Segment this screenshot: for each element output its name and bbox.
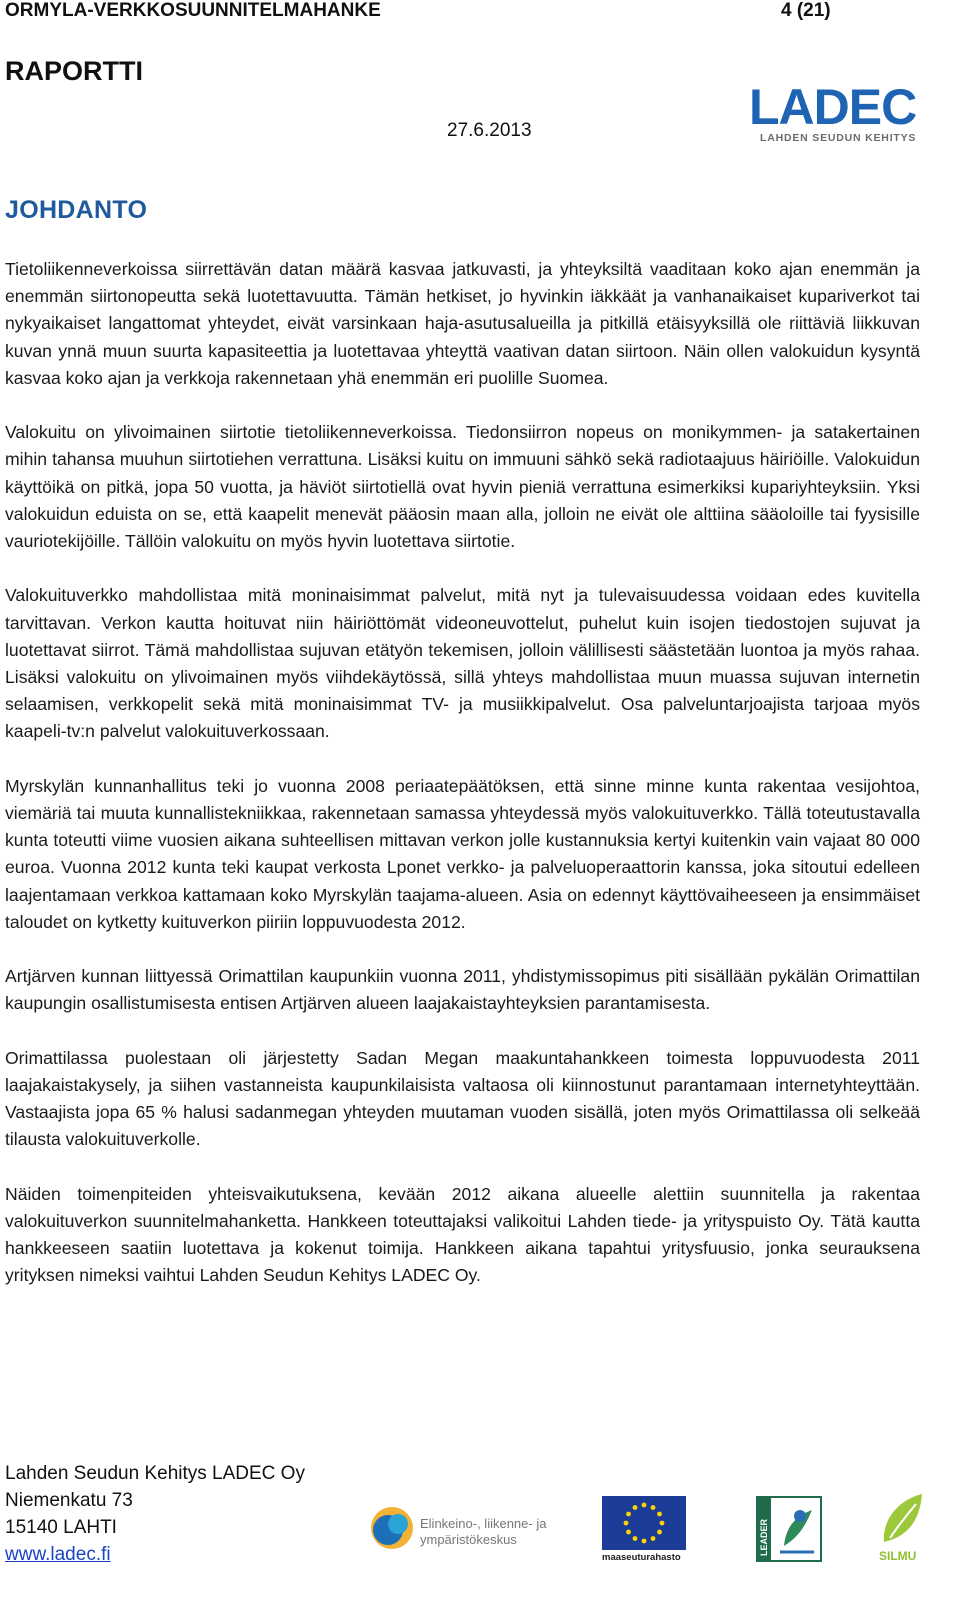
paragraph: Myrskylän kunnanhallitus teki jo vuonna 2008 periaatepäätöksen, että sinne minne kunta rakentaa vesijohtoa, viemäriä tai muuta kunnallistekniikkaa, rakennetaan samassa yhteydessä myös valokuituverkko. Tällä toteutustavalla kunta toteutti viime vuosien aikana suhteellisen mittavan verkon jolle kustannuksia kertyi kuitenkin vain vajaat 80 000 euroa. Vuonna 2012 kunta teki kaupat verkosta Lponet verkko- ja palveluoperaattorin kanssa, joka sitoutui edelleen laajentamaan verkkoa kattamaan koko Myrskylän taajama-alueen. Asia on edennyt käyttövaiheeseen ja ensimmäiset taloudet on kytketty kuituverkon piiriin loppuvuodesta 2012.	[5, 775, 920, 932]
footer-website-link[interactable]: www.ladec.fi	[5, 1544, 111, 1565]
ladec-logo	[748, 80, 930, 144]
eu-flag-logo	[600, 1496, 690, 1562]
silmu-logo-text: SILMU	[879, 1549, 917, 1563]
footer-street: Niemenkatu 73	[5, 1490, 133, 1511]
document-body	[5, 256, 920, 1317]
ely-logo-line2: ympäristökeskus	[420, 1532, 517, 1547]
section-heading: JOHDANTO	[5, 196, 148, 224]
paragraph: Valokuitu on ylivoimainen siirtotie tietoliikenneverkoissa. Tiedonsiirron nopeus on monikymmen- ja satakertainen mihin tahansa muuhun siirtotiehen verrattuna. Lisäksi kuitu on immuuni sähkö sekä radiotaajuus häiriöille. Valokuidun käyttöikä on pitkä, jopa 50 vuotta, ja häviöt siirtotiellä ovat hyvin pieniä verrattuna esimerkiksi kupariyhteyksiin. Yksi valokuidun eduista on se, että kaapelit menevät pääosin maan alla, jolloin ne eivät ole alttiina sääoloille tai fyysisille vauriotekijöille. Tällöin valokuitu on myös hyvin luotettava siirtotie.	[5, 422, 920, 552]
eu-logo-caption: maaseuturahasto	[602, 1552, 681, 1562]
page-number: 4 (21)	[781, 0, 831, 21]
footer-company: Lahden Seudun Kehitys LADEC Oy	[5, 1463, 305, 1484]
document-date: 27.6.2013	[447, 120, 532, 141]
footer-address	[5, 1460, 305, 1568]
ladec-logo-wordmark: LADEC	[749, 80, 917, 135]
project-title: ORMYLA-VERKKOSUUNNITELMAHANKE	[5, 0, 381, 21]
paragraph: Tietoliikenneverkoissa siirrettävän datan määrä kasvaa jatkuvasti, ja yhteyksiltä vaaditaan koko ajan enemmän ja enemmän siirtonopeutta sekä luotettavuutta. Tämän hetkiset, jo hyvinkin iäkkäät ja vanhanaikaiset kupariverkot tai nykyaikaiset langattomat yhteydet, eivät varsinkaan haja-asutusalueilla ja pitkillä etäisyyksillä ole riittäviä liikkuvan kuvan ynnä muun suurta kapasiteettia ja luotettavaa yhteyttä vaativan datan siirtoon. Näin ollen valokuidun kysyntä kasvaa koko ajan ja verkkoja rakennetaan yhä enemmän eri puolille Suomea.	[5, 259, 920, 388]
paragraph: Artjärven kunnan liittyessä Orimattilan kaupunkiin vuonna 2011, yhdistymissopimus piti sisällään pykälän Orimattilan kaupungin osallistumisesta entisen Artjärven alueen laajakaistayhteyksien parantamisesta.	[5, 966, 920, 1014]
leader-logo-text: LEADER	[759, 1518, 769, 1556]
silmu-logo	[876, 1490, 928, 1564]
ladec-logo-tagline: LAHDEN SEUDUN KEHITYS	[760, 132, 917, 144]
document-type: RAPORTTI	[5, 56, 143, 86]
footer-city: 15140 LAHTI	[5, 1517, 117, 1538]
paragraph: Orimattilassa puolestaan oli järjestetty Sadan Megan maakuntahankkeen toimesta loppuvuodesta 2011 laajakaistakysely, ja siihen vastanneista kaupunkilaisista valtaosa oli kiinnostunut parantamaan internetyhteyttään. Vastaajista jopa 65 % halusi sadanmegan yhteyden muutaman vuoden sisällä, joten myös Orimattilassa oli selkeää tilausta valokuituverkolle.	[5, 1047, 920, 1150]
ely-centre-logo	[368, 1500, 558, 1556]
leader-logo	[756, 1496, 822, 1562]
ely-logo-line1: Elinkeino-, liikenne- ja	[420, 1516, 547, 1531]
paragraph: Näiden toimenpiteiden yhteisvaikutuksena, kevään 2012 aikana alueelle alettiin suunnitella ja rakentaa valokuituverkon suunnitelmahanketta. Hankkeen toteuttajaksi valikoitui Lahden tiede- ja yrityspuisto Oy. Tätä kautta hankkeeseen saatiin luotettava ja kokenut toimija. Hankkeen aikana tapahtui yritysfuusio, jonka seurauksena yrityksen nimeksi vaihtui Lahden Seudun Kehitys LADEC Oy.	[5, 1183, 920, 1286]
paragraph: Valokuituverkko mahdollistaa mitä moninaisimmat palvelut, mitä nyt ja tulevaisuudessa voidaan edes kuvitella tarvittavan. Verkon kautta hoituvat niin häiriöttömät videoneuvottelut, puhelut kuin isojen tiedostojen sujuvat ja luotettavat siirrot. Tämä mahdollistaa sujuvan etätyön tekemisen, jolloin välillisesti säästetään luontoa ja myös rahaa. Lisäksi valokuitu on ylivoimainen myös viihdekäytössä, sillä yhteys mahdollistaa muun muassa sujuvan internetin selaamisen, verkkopelit sekä mitä moninaisimmat TV- ja musiikkipalvelut. Osa palveluntarjoajista tarjoaa myös kaapeli-tv:n palvelut valokuituverkossaan.	[5, 585, 920, 742]
